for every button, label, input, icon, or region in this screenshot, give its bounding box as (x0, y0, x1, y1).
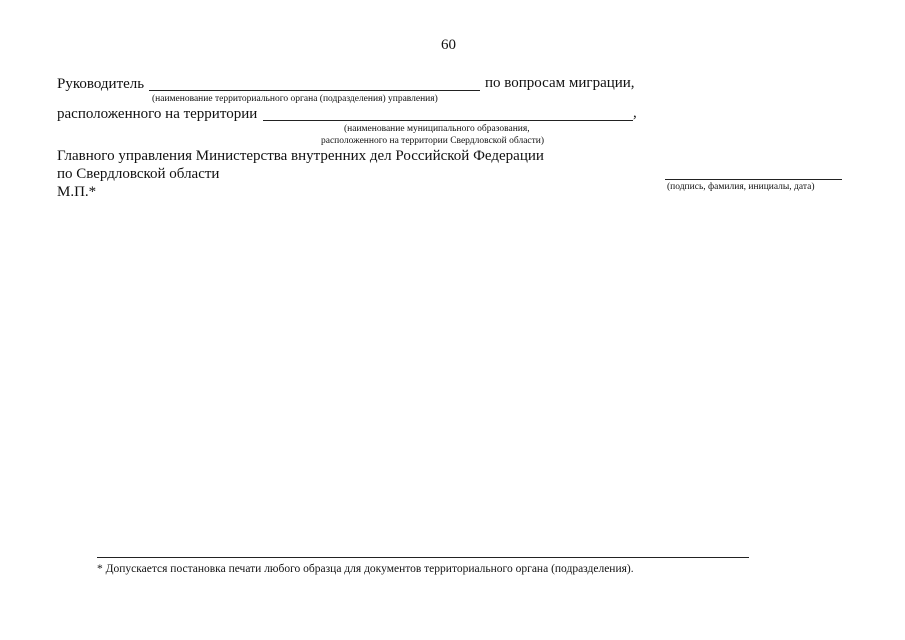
org-name-line2: по Свердловской области (57, 166, 220, 182)
municipality-hint-line1: (наименование муниципального образования, (344, 124, 530, 134)
territory-label: расположенного на территории (57, 106, 258, 122)
territorial-organ-field[interactable] (149, 90, 480, 91)
territory-suffix: , (633, 105, 637, 121)
migration-suffix: по вопросам миграции, (485, 75, 635, 91)
footnote-text: * Допускается постановка печати любого образца для документов территориального органа (подразделения). (97, 563, 634, 575)
territorial-organ-hint: (наименование территориального органа (подразделения) управления) (152, 94, 438, 104)
footnote-divider (97, 557, 749, 558)
head-label: Руководитель (57, 76, 145, 92)
stamp-label: М.П.* (57, 184, 97, 200)
page-number: 60 (441, 37, 456, 53)
signature-field[interactable] (665, 179, 842, 180)
municipality-hint-line2: расположенного на территории Свердловской области) (321, 136, 545, 146)
org-name-line1: Главного управления Министерства внутренних дел Российской Федерации (57, 148, 544, 164)
municipality-field[interactable] (263, 120, 633, 121)
signature-hint: (подпись, фамилия, инициалы, дата) (667, 182, 815, 192)
